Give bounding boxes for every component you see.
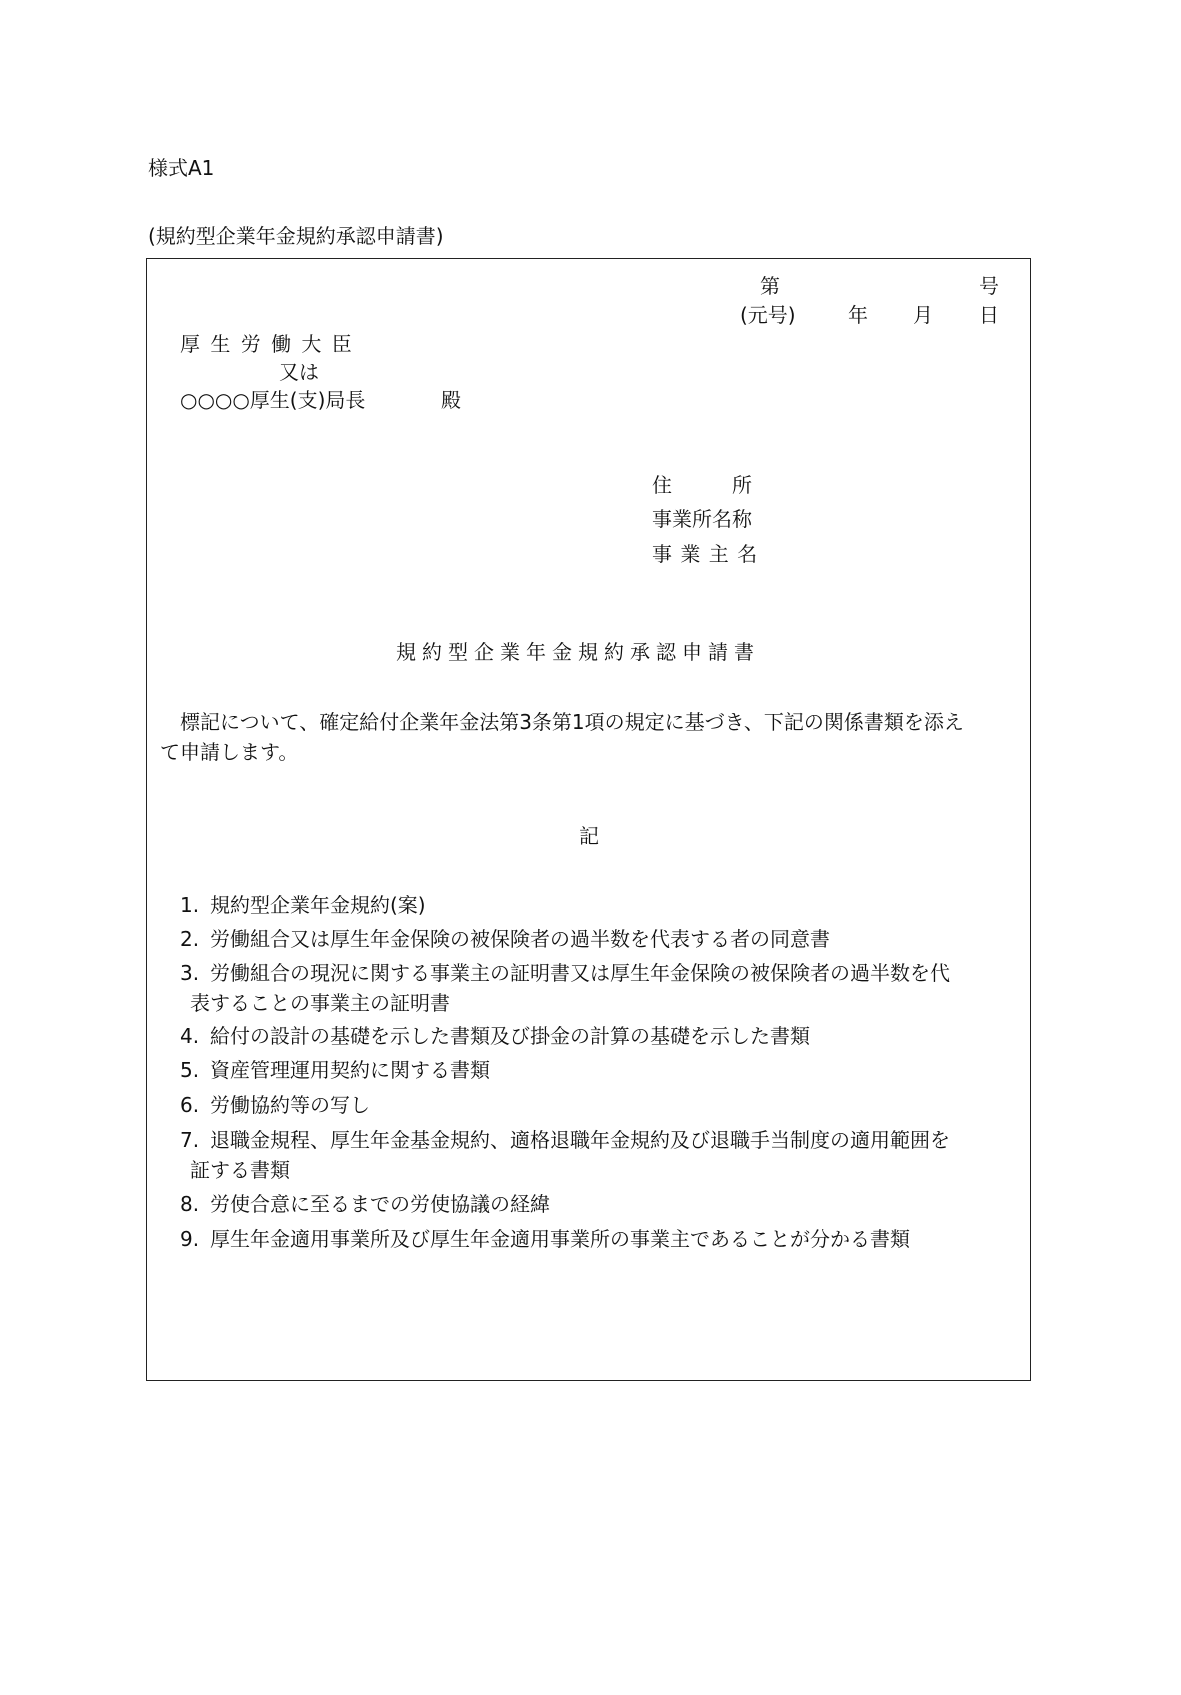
list-item	[180, 890, 1030, 920]
addressee-bureau-chief: ○○○○厚生(支)局長	[180, 388, 366, 412]
list-item-text: 労使合意に至るまでの労使協議の経緯	[210, 1192, 550, 1216]
list-item	[180, 1125, 1030, 1185]
list-item-text: 給付の設計の基礎を示した書類及び掛金の計算の基礎を示した書類	[210, 1024, 810, 1048]
list-item-number: 9.	[180, 1227, 200, 1251]
date-era: (元号)	[740, 303, 796, 327]
list-item	[180, 1189, 1030, 1219]
list-item-text: 厚生年金適用事業所及び厚生年金適用事業所の事業主であることが分かる書類	[210, 1227, 910, 1251]
list-item-number: 3.	[180, 961, 200, 985]
addressee-or: 又は	[279, 360, 319, 384]
date-year: 年	[848, 303, 868, 327]
body-text-line-2: て申請します。	[160, 740, 299, 764]
list-item-number: 6.	[180, 1093, 200, 1117]
list-item-continuation: 証する書類	[190, 1158, 290, 1182]
list-item	[180, 1224, 1030, 1254]
list-item-number: 5.	[180, 1058, 200, 1082]
list-item-text: 労働組合又は厚生年金保険の被保険者の過半数を代表する者の同意書	[210, 927, 830, 951]
date-day: 日	[979, 303, 999, 327]
list-item-text: 規約型企業年金規約(案)	[210, 893, 426, 917]
number-label-dai: 第	[760, 274, 780, 298]
addressee-honorific: 殿	[441, 388, 461, 412]
list-item	[180, 924, 1030, 954]
list-item-text: 労働組合の現況に関する事業主の証明書又は厚生年金保険の被保険者の過半数を代	[210, 961, 950, 985]
form-label: 様式A1	[148, 156, 215, 180]
list-item-text: 労働協約等の写し	[210, 1093, 370, 1117]
list-item-number: 8.	[180, 1192, 200, 1216]
applicant-owner-name-label: 事 業 主 名	[652, 542, 759, 566]
list-item-number: 7.	[180, 1128, 200, 1152]
list-item	[180, 1021, 1030, 1051]
applicant-address-label: 住 所	[652, 473, 752, 497]
applicant-office-name-label: 事業所名称	[652, 507, 752, 531]
ki-marker: 記	[579, 824, 599, 848]
list-item	[180, 958, 1030, 1018]
list-item	[180, 1055, 1030, 1085]
body-text-line-1: 標記について、確定給付企業年金法第3条第1項の規定に基づき、下記の関係書類を添え	[180, 710, 964, 734]
number-label-go: 号	[979, 274, 999, 298]
list-item-continuation: 表することの事業主の証明書	[190, 991, 450, 1015]
list-item-number: 2.	[180, 927, 200, 951]
list-item-text: 資産管理運用契約に関する書類	[210, 1058, 490, 1082]
addressee-minister: 厚 生 労 働 大 臣	[180, 332, 354, 356]
list-item-number: 4.	[180, 1024, 200, 1048]
list-item	[180, 1090, 1030, 1120]
document-title: 規約型企業年金規約承認申請書	[396, 640, 760, 664]
list-item-text: 退職金規程、厚生年金基金規約、適格退職年金規約及び退職手当制度の適用範囲を	[210, 1128, 950, 1152]
list-item-number: 1.	[180, 893, 200, 917]
date-month: 月	[913, 303, 933, 327]
form-title-parenthetical: (規約型企業年金規約承認申請書)	[148, 224, 444, 248]
